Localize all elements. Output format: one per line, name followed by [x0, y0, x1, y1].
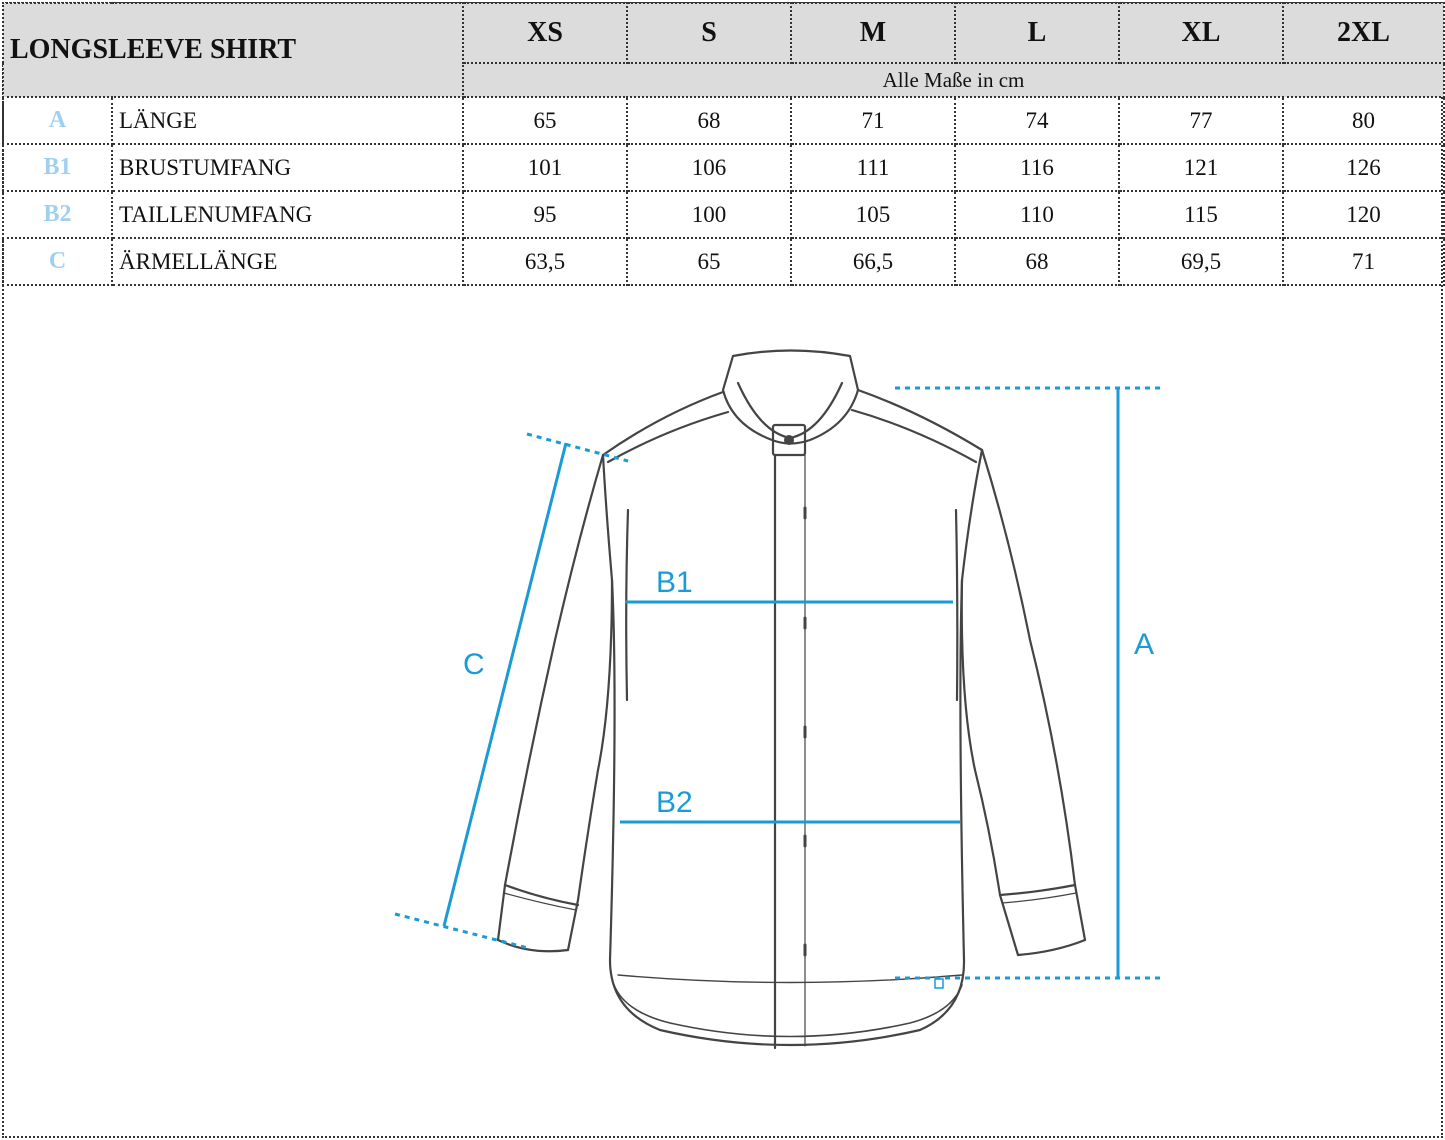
size-header-2xl: 2XL	[1283, 3, 1444, 63]
measure-value: 120	[1283, 191, 1444, 238]
left-yoke-seam	[608, 412, 728, 462]
measure-label: LÄNGE	[112, 97, 463, 144]
measure-value: 105	[791, 191, 955, 238]
right-cuff-top	[1000, 885, 1075, 895]
size-header-m: M	[791, 3, 955, 63]
measure-code: B2	[3, 191, 112, 238]
measure-value: 71	[1283, 238, 1444, 285]
size-header-s: S	[627, 3, 791, 63]
shirt-measurement-diagram	[0, 288, 1445, 1140]
measure-value: 121	[1119, 144, 1283, 191]
measure-value: 77	[1119, 97, 1283, 144]
measure-label: TAILLENUMFANG	[112, 191, 463, 238]
measure-value: 126	[1283, 144, 1444, 191]
units-note: Alle Maße in cm	[463, 63, 1444, 97]
measure-value: 74	[955, 97, 1119, 144]
label-b1: B1	[656, 566, 693, 599]
table-row	[3, 191, 1444, 238]
table-row	[3, 238, 1444, 285]
size-header-l: L	[955, 3, 1119, 63]
measure-code: C	[3, 238, 112, 285]
collar	[723, 351, 858, 444]
measure-code: B1	[3, 144, 112, 191]
measure-value: 65	[627, 238, 791, 285]
measure-value: 71	[791, 97, 955, 144]
right-shoulder	[858, 390, 982, 450]
label-a: A	[1134, 628, 1155, 661]
label-c: C	[463, 648, 485, 681]
table-row	[3, 144, 1444, 191]
table-row	[3, 97, 1444, 144]
left-side-seam	[626, 510, 628, 700]
measure-value: 66,5	[791, 238, 955, 285]
measure-label: ÄRMELLÄNGE	[112, 238, 463, 285]
measure-value: 69,5	[1119, 238, 1283, 285]
shirt-outline	[498, 351, 1085, 1049]
size-table	[2, 2, 1445, 286]
right-sleeve-outer	[982, 450, 1085, 940]
shirt-illustration	[0, 288, 1445, 1140]
right-side-seam	[956, 510, 957, 700]
hem-line	[618, 975, 962, 983]
measure-value: 110	[955, 191, 1119, 238]
body-outline	[603, 450, 982, 1045]
measure-value: 65	[463, 97, 627, 144]
size-header-xs: XS	[463, 3, 627, 63]
left-shoulder	[603, 392, 723, 455]
measure-value: 116	[955, 144, 1119, 191]
left-cuff-bottom	[498, 940, 568, 951]
hem-stitch	[614, 985, 962, 1037]
measure-value: 63,5	[463, 238, 627, 285]
measure-value: 115	[1119, 191, 1283, 238]
measure-value: 100	[627, 191, 791, 238]
c-line	[444, 443, 566, 926]
right-cuff-bottom	[1018, 940, 1085, 955]
measure-code: A	[3, 97, 112, 144]
hem-marker	[935, 979, 943, 988]
measure-value: 95	[463, 191, 627, 238]
right-sleeve-inner	[962, 580, 1018, 955]
collar-button	[784, 435, 794, 445]
measure-label: BRUSTUMFANG	[112, 144, 463, 191]
size-header-xl: XL	[1119, 3, 1283, 63]
label-b2: B2	[656, 786, 693, 819]
measure-value: 68	[627, 97, 791, 144]
measure-value: 101	[463, 144, 627, 191]
measure-value: 111	[791, 144, 955, 191]
table-title: LONGSLEEVE SHIRT	[3, 3, 463, 97]
measure-value: 80	[1283, 97, 1444, 144]
left-sleeve-inner	[568, 580, 612, 950]
left-sleeve-outer	[498, 455, 603, 940]
measure-value: 106	[627, 144, 791, 191]
c-guide-bottom	[395, 914, 528, 948]
measure-value: 68	[955, 238, 1119, 285]
